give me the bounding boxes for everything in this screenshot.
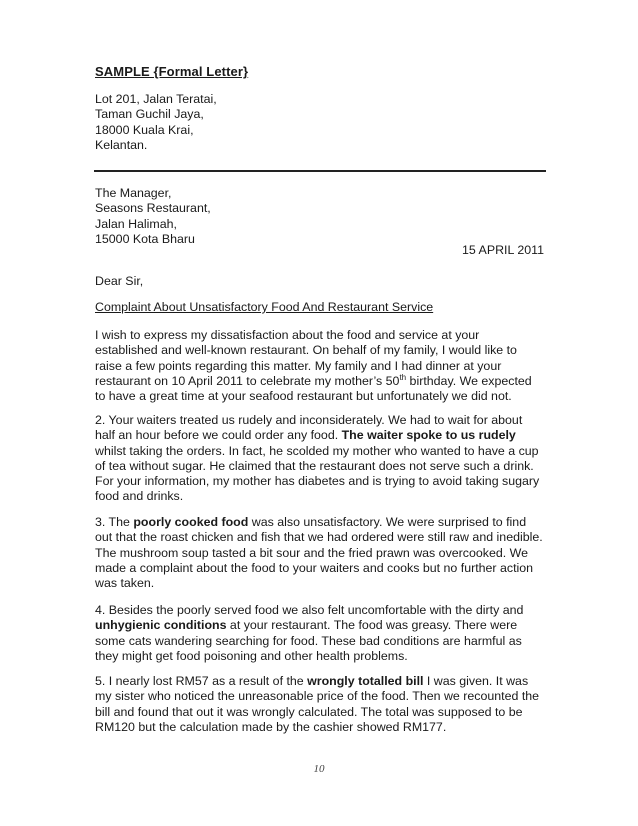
emphasis-text: poorly cooked food [133,515,249,529]
sender-address-line: 18000 Kuala Krai, [95,122,194,137]
paragraph-5 [95,674,555,735]
salutation: Dear Sir, [95,274,144,288]
text-line: my sister who noticed the unreasonable price of the food. Then we recounted the [95,689,540,704]
text-line [95,674,555,689]
emphasis-text: The waiter spoke to us rudely [341,428,516,443]
recipient-address-line: Jalan Halimah, [95,216,177,231]
ordinal-suffix: th [399,372,407,382]
text-line [95,374,555,389]
text-line: raise a few points regarding this matter. My family and I had dinner at your [95,358,502,373]
text-line: out that the roast chicken and fish that we had ordered were still raw and inedible. [95,530,543,545]
text-line [95,428,555,443]
text-segment: 3. The [95,515,134,529]
text-line [95,515,555,530]
text-line: was taken. [95,576,155,591]
text-segment: birthday. We expected [406,373,532,388]
text-line: food and drinks. [95,489,184,504]
paragraph-4 [95,603,555,664]
letter-heading: SAMPLE {Formal Letter} [95,64,249,79]
text-line: established and well-known restaurant. On behalf of my family, I would like to [95,343,517,358]
recipient-address-line: Seasons Restaurant, [95,201,211,216]
page-number: 10 [313,763,325,775]
text-line: they might get food poisoning and other health problems. [95,648,408,663]
text-segment: half an hour before we could order any food. [95,428,342,443]
text-line [95,618,555,633]
text-line: For your information, my mother has diabetes and is trying to avoid taking sugary [95,474,540,489]
text-line: whilst taking the orders. In fact, he scolded my mother who wanted to have a cup [95,443,539,458]
text-line: The mushroom soup tasted a bit sour and the fried prawn was overcooked. We [95,545,528,560]
text-line: made a complaint about the food to your waiters and cooks but no further action [95,560,534,575]
paragraph-1 [95,328,555,404]
text-line: 4. Besides the poorly served food we also felt uncomfortable with the dirty and [95,603,524,617]
paragraph-3 [95,515,555,591]
sender-address-line: Taman Guchil Jaya, [95,107,204,122]
emphasis-text: wrongly totalled bill [307,674,424,688]
text-line: I wish to express my dissatisfaction about the food and service at your [95,328,480,342]
text-line: to have a great time at your seafood restaurant but unfortunately we did not. [95,389,512,404]
recipient-address-line: The Manager, [95,186,172,200]
text-line: some cats wandering searching for food. These bad conditions are harmful as [95,633,522,648]
text-line: bill and found that out it was wrongly calculated. The total was supposed to be [95,704,523,719]
sender-address [95,92,217,153]
letter-date: 15 APRIL 2011 [462,243,544,257]
sender-address-line: Lot 201, Jalan Teratai, [95,92,217,106]
recipient-address-line: 15000 Kota Bharu [95,231,195,246]
emphasis-text: unhygienic conditions [95,618,227,633]
text-segment: I was given. It was [423,674,529,688]
text-segment: restaurant on 10 April 2011 to celebrate my mother’s 50 [95,373,400,388]
text-line: 2. Your waiters treated us rudely and inconsiderately. We had to wait for about [95,413,523,427]
text-segment: at your restaurant. The food was greasy. There were [226,618,518,633]
text-line: of tea without sugar. He claimed that the restaurant does not serve such a drink. [95,458,534,473]
divider-line [94,170,546,172]
text-segment: 5. I nearly lost RM57 as a result of the [95,674,308,688]
sender-address-line: Kelantan. [95,137,148,152]
text-segment: was also unsatisfactory. We were surprised to find [248,515,527,529]
subject-line: Complaint About Unsatisfactory Food And Restaurant Service [95,300,434,314]
recipient-address [95,186,211,247]
text-line: RM120 but the calculation made by the cashier showed RM177. [95,719,447,734]
paragraph-2 [95,413,555,505]
